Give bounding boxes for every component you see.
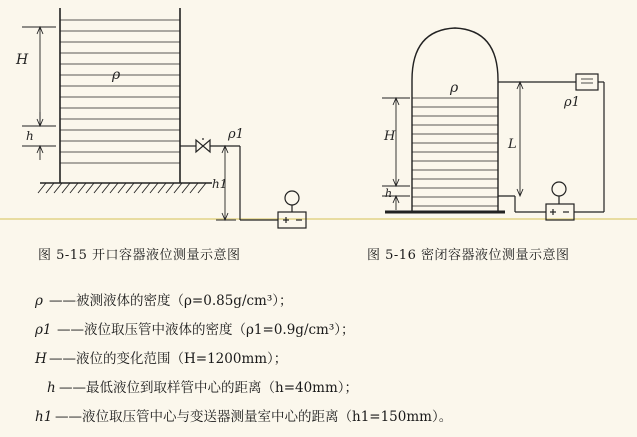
definition-dash: —— xyxy=(49,351,76,367)
figure-closed-vessel xyxy=(382,28,604,220)
definition-dash: —— xyxy=(59,380,86,396)
ground-hatch xyxy=(38,183,212,193)
definition-dash: —— xyxy=(49,293,76,309)
definition-h xyxy=(47,376,358,396)
liquid-lines xyxy=(412,98,498,206)
label-L: L xyxy=(508,137,517,152)
label-rho1: ρ1 xyxy=(564,95,580,110)
figure-open-vessel-labels xyxy=(15,52,244,191)
transmitter-icon xyxy=(546,182,574,220)
liquid-lines xyxy=(60,20,180,163)
label-H: H xyxy=(384,129,396,144)
condensate-pot-icon xyxy=(576,74,598,90)
definition-dash: —— xyxy=(57,322,84,338)
definition-text: 被测液体的密度（ρ=0.85g/cm³）； xyxy=(76,293,293,309)
definition-rho1 xyxy=(35,318,355,338)
definition-text: 液位取压管中心与变送器测量室中心的距离（h1=150mm）。 xyxy=(82,409,453,425)
vessel-dome xyxy=(412,28,498,212)
definition-dash: —— xyxy=(55,409,82,425)
definition-text: 最低液位到取样管中心的距离（h=40mm）； xyxy=(86,380,359,396)
valve-icon xyxy=(196,140,210,152)
definition-symbol: ρ1 xyxy=(35,322,52,338)
figure-caption-5-16: 图 5-16 密闭容器液位测量示意图 xyxy=(367,248,570,263)
definition-symbol: h xyxy=(47,380,56,396)
label-rho: ρ xyxy=(450,80,459,96)
label-rho: ρ xyxy=(112,67,121,83)
definition-symbol: H xyxy=(35,351,47,367)
transmitter-icon xyxy=(278,191,306,228)
definition-h1 xyxy=(35,405,452,425)
definition-symbol: ρ xyxy=(35,293,43,309)
figure-open-vessel xyxy=(22,8,306,228)
label-rho1: ρ1 xyxy=(228,127,244,142)
figure-caption-5-15: 图 5-15 开口容器液位测量示意图 xyxy=(38,248,241,263)
definition-H xyxy=(35,347,287,367)
definition-symbol: h1 xyxy=(35,409,53,425)
label-H: H xyxy=(16,52,29,68)
label-h: h xyxy=(385,187,393,200)
label-h: h xyxy=(26,129,34,143)
tapping-pipe xyxy=(180,138,278,220)
definition-text: 液位的变化范围（H=1200mm）； xyxy=(76,351,288,367)
definition-rho xyxy=(35,289,293,309)
definition-text: 液位取压管中液体的密度（ρ1=0.9g/cm³）； xyxy=(84,322,355,338)
dimension-L xyxy=(517,82,523,196)
label-h1: h1 xyxy=(212,177,228,191)
